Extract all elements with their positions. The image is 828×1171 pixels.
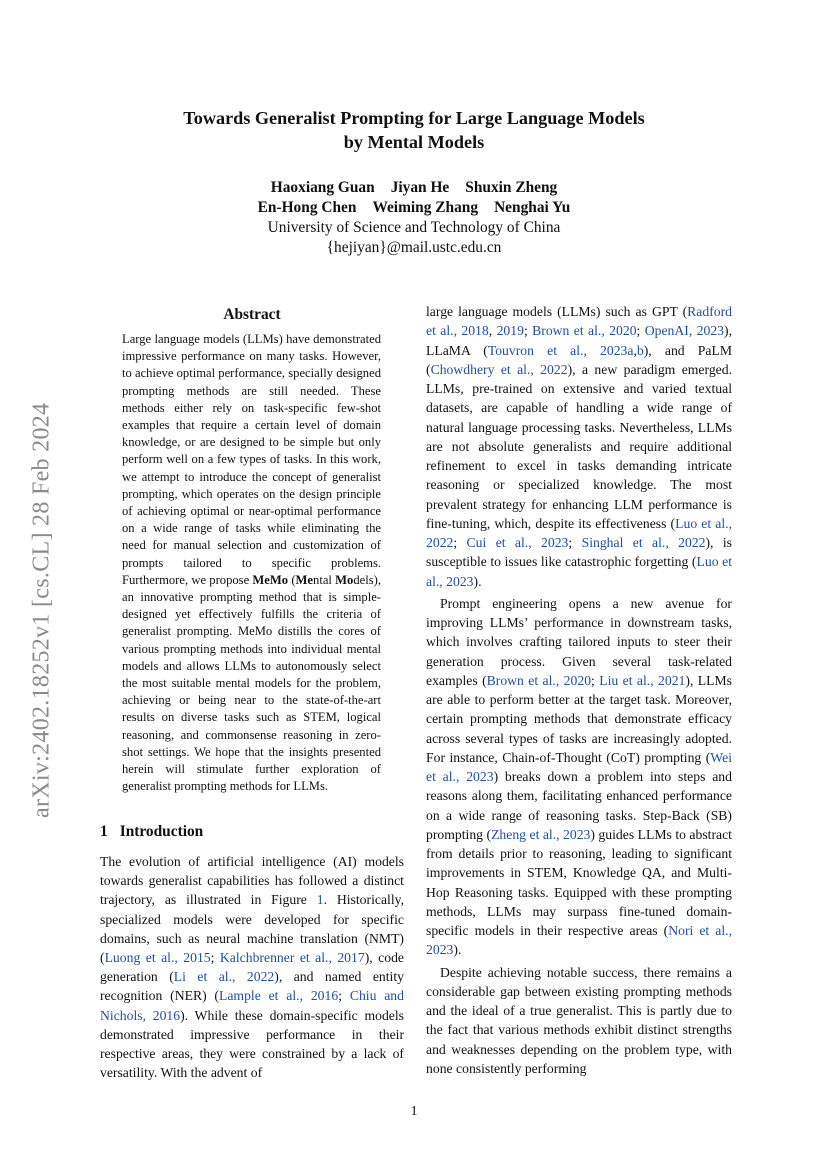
- author-name: En-Hong Chen: [257, 199, 357, 216]
- citation-link[interactable]: Singhal et al., 2022: [581, 535, 706, 550]
- affiliation: University of Science and Technology of China: [267, 219, 561, 236]
- citation-link[interactable]: 1: [316, 892, 324, 908]
- body-text: ;: [338, 988, 350, 1004]
- body-text: ).: [453, 942, 462, 958]
- citation-link[interactable]: b: [636, 342, 644, 358]
- body-text: The evolution of artificial intelligence (AI) models towards generalist capabilities has followed a distinct trajectory, as illustrated in Figure: [100, 854, 404, 908]
- body-text: ), LLMs are able to perform better at the target task. Moreover, certain prompting methods that demonstrate efficacy across several types of tasks are increasingly adopted. For instance, Chain-of-Thought (CoT) prompting (: [426, 672, 732, 765]
- citation-link[interactable]: Cui et al., 2023: [466, 535, 569, 550]
- author-line-1: [100, 178, 728, 198]
- body-text: Prompt engineering opens a new avenue for improving LLMs’ performance in downstream tasks, which involves crafting tailored inputs to steer their generation process. Given several task-related examples (: [426, 595, 732, 688]
- body-text: ;: [591, 672, 600, 688]
- citation-link[interactable]: Luo et al., 2022: [426, 515, 732, 550]
- author-line-2: [100, 198, 728, 218]
- body-text: ;: [636, 323, 645, 339]
- body-text: ). While these domain-specific models demonstrated impressive performance in their respective areas, they were constrained by a lack of versatility. With the advent of: [100, 1007, 404, 1081]
- citation-link[interactable]: Liu et al., 2021: [599, 672, 686, 688]
- section-title: Introduction: [119, 823, 204, 840]
- citation-link[interactable]: Luong et al., 2015: [104, 950, 211, 966]
- memo-me: Me: [295, 572, 314, 587]
- citation-link[interactable]: Zheng et al., 2023: [491, 826, 591, 842]
- body-text: ) guides LLMs to abstract from details prior to reasoning, leading to significant improvements in STEM, Knowledge QA, and Multi-Hop Reasoning tasks. Equipped with these prompting methods, LLMs may surpass fine-tuned domain-specific models in their respective areas (: [426, 826, 732, 938]
- citation-link[interactable]: Lample et al., 2016: [219, 988, 339, 1004]
- citation-link[interactable]: Brown et al., 2020: [486, 672, 592, 688]
- title-line-1: Towards Generalist Prompting for Large Language Models: [183, 108, 645, 128]
- author-name: Haoxiang Guan: [270, 179, 375, 196]
- abstract-part-2: dels), an innovative prompting method that is simple-designed yet effectively fulfills the criteria of generalist prompting. MeMo distills the cores of various prompting methods into individual mental models and allows LLMs to autonomously select the most suitable mental models for the problem, achieving or being near to the state-of-the-art results on diverse tasks such as STEM, logical reasoning, and commonsense reasoning in zero-shot settings. We hope that the insights presented herein will stimulate further exploration of generalist prompting methods for LLMs.: [122, 572, 381, 794]
- page-number: 1: [410, 1103, 418, 1118]
- citation-link[interactable]: Brown et al., 2020: [532, 323, 637, 339]
- abstract-heading: Abstract: [223, 306, 281, 323]
- section-heading-introduction: [100, 823, 203, 841]
- body-text: ,: [488, 323, 497, 339]
- body-text: ), LLaMA (: [426, 323, 732, 358]
- body-text: Despite achieving notable success, there remains a considerable gap between existing prompting methods and the ideal of a true generalist. This is partly due to the fact that various methods exhibit distinct strengths and weaknesses depending on the problem type, with none consistently performing: [426, 964, 732, 1076]
- body-text: ;: [210, 950, 220, 966]
- abstract-text: [122, 331, 381, 795]
- body-text: ,: [633, 342, 637, 358]
- author-email: {hejiyan}@mail.ustc.edu.cn: [326, 239, 502, 256]
- arxiv-identifier-stamp: arXiv:2402.18252v1 [cs.CL] 28 Feb 2024: [28, 402, 55, 818]
- citation-link[interactable]: Wei et al., 2023: [426, 749, 732, 784]
- citation-link[interactable]: Nori et al., 2023: [426, 923, 732, 958]
- citation-link[interactable]: Radford et al., 2018: [426, 304, 732, 339]
- body-text: ), and named entity recognition (NER) (: [100, 969, 405, 1004]
- body-text: ), code generation (: [100, 950, 404, 985]
- citation-link[interactable]: Luo et al., 2023: [426, 554, 732, 589]
- author-name: Shuxin Zheng: [465, 179, 558, 196]
- body-text: ), and PaLM (: [426, 342, 733, 377]
- body-text: ;: [453, 535, 467, 550]
- intro-paragraph-left: [100, 852, 404, 1082]
- citation-link[interactable]: Chowdhery et al., 2022: [430, 361, 568, 377]
- citation-link[interactable]: OpenAI, 2023: [644, 323, 725, 339]
- citation-link[interactable]: Kalchbrenner et al., 2017: [219, 950, 365, 966]
- memo-mo: Mo: [335, 572, 354, 587]
- body-text: ).: [473, 573, 482, 589]
- body-text: ), a new paradigm emerged. LLMs, pre-trained on extensive and varied textual datasets, are capable of handling a wide range of natural language processing tasks. Nevertheless, LLMs are not absolute generalists and require additional refinement to excel in tasks demanding intricate reasoning or specialized knowledge. The most prevalent strategy for enhancing LLM performance is fine-tuning, which, despite its effectiveness (: [426, 361, 733, 531]
- body-paragraph: [426, 963, 732, 1079]
- author-name: Jiyan He: [390, 179, 450, 196]
- body-text: ), is susceptible to issues like catastrophic forgetting (: [426, 535, 732, 570]
- body-text: ) breaks down a problem into steps and reasons along them, facilitating enhanced performance on a wide range of reasoning tasks. Step-Back (SB) prompting (: [426, 769, 732, 842]
- citation-link[interactable]: Chiu and Nichols, 2016: [100, 988, 404, 1023]
- body-text: ;: [523, 323, 533, 339]
- citation-link[interactable]: Touvron et al., 2023a: [487, 342, 634, 358]
- body-paragraph: [426, 594, 732, 960]
- body-text: . Historically, specialized models were developed for specific domains, such as neural machine translation (NMT) (: [100, 892, 404, 966]
- citation-link[interactable]: 2019: [496, 323, 524, 339]
- body-text: large language models (LLMs) such as GPT (: [426, 304, 688, 319]
- title-line-2: by Mental Models: [343, 132, 485, 152]
- author-name: Weiming Zhang: [372, 199, 479, 216]
- section-number: 1: [100, 823, 108, 840]
- right-column: [426, 302, 732, 1078]
- abstract-ntal: ntal: [313, 572, 336, 587]
- abstract-paren: (: [288, 572, 296, 587]
- citation-link[interactable]: Li et al., 2022: [173, 969, 275, 985]
- author-name: Nenghai Yu: [494, 199, 571, 216]
- body-text: ;: [568, 535, 582, 550]
- abstract-part-1: Large language models (LLMs) have demonstrated impressive performance on many tasks. However, to achieve optimal performance, specially designed prompting methods are still needed. These methods either rely on task-specific few-shot examples that require a certain level of domain knowledge, or are designed to be simple but only perform well on a few types of tasks. In this work, we attempt to introduce the concept of generalist prompting, which operates on the design principle of achieving optimal or near-optimal performance on a wide range of tasks while eliminating the need for manual selection and customization of prompts tailored to specific problems. Furthermore, we propose: [122, 332, 381, 587]
- author-block: [100, 178, 728, 258]
- memo-name: MeMo: [252, 572, 289, 587]
- body-paragraph: [426, 302, 732, 591]
- paper-title: [100, 106, 728, 154]
